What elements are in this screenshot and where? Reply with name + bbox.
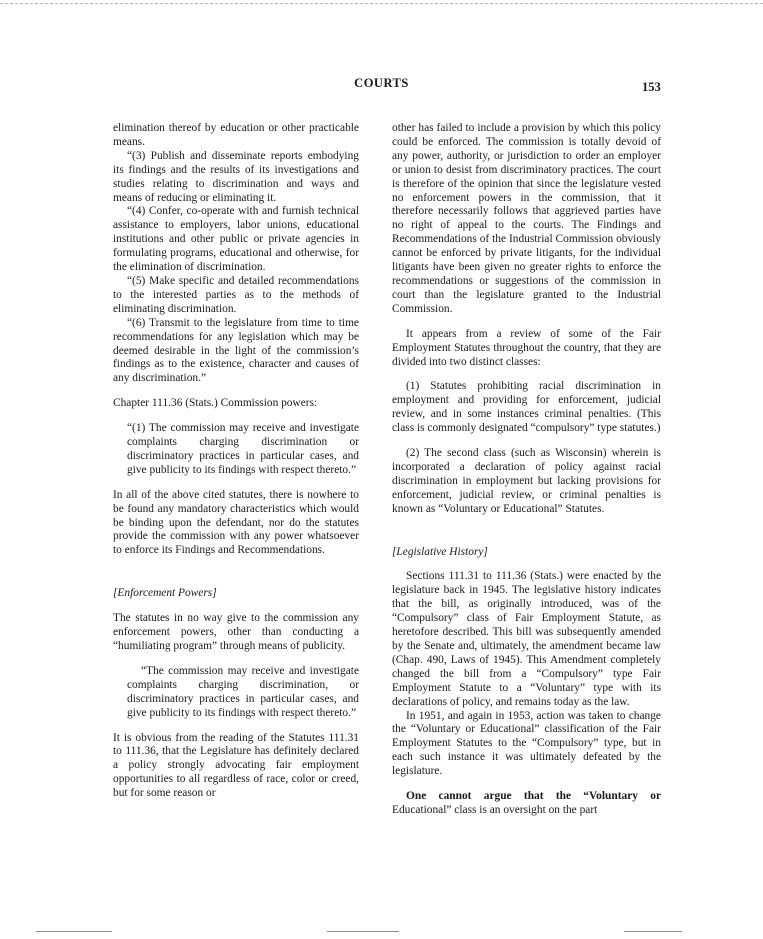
top-edge-rule xyxy=(0,3,763,4)
paragraph: The statutes in no way give to the commission any enforcement powers, other than conducting a “humiliating program” through means of publicity. xyxy=(113,612,359,652)
paragraph: (1) Statutes prohibiting racial discrimination in employment and providing for enforcement, judicial review, and in some instances criminal penalties. (This class is commonly designated “compulsory” type statutes.) xyxy=(392,380,661,435)
block-quote: “The commission may receive and investigate complaints charging discrimination, or discriminatory practices in particular cases, and give publicity to its findings with respect thereto.” xyxy=(127,664,359,719)
paragraph: Sections 111.31 to 111.36 (Stats.) were enacted by the legislature back in 1945. The legislative history indicates that the bill, as originally introduced, was of the “Compulsory” class of Fair Employment Statute, as heretofore described. This bill was subsequently amended by the Senate and, ultimately, the amendment became law (Chap. 490, Laws of 1945). This Amendment completely changed the bill from a “Compulsory” type Fair Employment Statute to a “Voluntary” type with its declarations of policy, and remains today as the law. xyxy=(392,570,661,708)
paragraph: In 1951, and again in 1953, action was taken to change the “Voluntary or Educational” classification of the Fair Employment Statutes to the “Compulsory” type, but in each such instance it was ultimately defeated by the legislature. xyxy=(392,709,661,778)
paragraph: In all of the above cited statutes, there is nowhere to be found any mandatory characteristics which would be binding upon the defendant, nor do the statutes provide the commission with any power whatsoever to enforce its Findings and Recommendations. xyxy=(113,488,359,557)
section-heading: [Legislative History] xyxy=(392,545,488,558)
block-quote: “(1) The commission may receive and investigate complaints charging discrimination or discriminatory practices in particular cases, and give publicity to its findings with respect thereto.” xyxy=(127,422,359,476)
section-heading: [Enforcement Powers] xyxy=(113,587,217,600)
paragraph: It appears from a review of some of the Fair Employment Statutes throughout the country, that they are divided into two distinct classes: xyxy=(392,327,661,368)
right-column xyxy=(392,122,661,818)
paragraph: “(6) Transmit to the legislature from time to time recommendations for any legislation which may be deemed desirable in the light of the commission’s findings as to the existence, character and causes of any discrimination.” xyxy=(113,316,359,385)
running-head: COURTS xyxy=(354,76,409,90)
paragraph: “(5) Make specific and detailed recommendations to the interested parties as to the methods of eliminating discrimination. xyxy=(113,274,359,315)
paragraph: It is obvious from the reading of the Statutes 111.31 to 111.36, that the Legislature has definitely declared a policy strongly advocating fair employment opportunities to all regardless of race, color or creed, but for some reason or xyxy=(113,731,359,800)
left-column xyxy=(113,122,359,801)
bottom-edge-rule xyxy=(36,931,112,932)
bold-lead-in: One cannot argue that the “Voluntary or xyxy=(406,790,661,803)
paragraph xyxy=(392,790,661,818)
paragraph: Chapter 111.36 (Stats.) Commission powers: xyxy=(113,397,318,410)
bottom-edge-rule xyxy=(624,931,682,932)
paragraph: “(4) Confer, co-operate with and furnish technical assistance to employers, labor unions, educational institutions and other public or private agencies in formulating programs, educational and otherwise, for the elimination of discrimination. xyxy=(113,205,359,274)
page-number: 153 xyxy=(642,80,661,94)
paragraph-text: Educational” class is an oversight on the part xyxy=(392,803,598,816)
paragraph: “(3) Publish and disseminate reports embodying its findings and the results of its investigations and studies relating to discrimination and ways and means of reducing or eliminating it. xyxy=(113,149,359,204)
bottom-edge-rule xyxy=(327,931,399,932)
paragraph: elimination thereof by education or other practicable means. xyxy=(113,122,359,148)
paragraph: (2) The second class (such as Wisconsin) wherein is incorporated a declaration of policy against racial discrimination in employment but lacking provisions for enforcement, judicial review, or criminal penalties is known as “Voluntary or Educational” Statutes. xyxy=(392,447,661,515)
paragraph: other has failed to include a provision by which this policy could be enforced. The commission is totally devoid of any power, authority, or jurisdiction to order an employer or union to desist from discriminatory practices. The court is therefore of the opinion that since the legislature vested no enforcement powers in the commission, that it therefore necessarily follows that aggrieved parties have no right of appeal to the courts. The Findings and Recommendations of the Industrial Commission obviously cannot be enforced by private litigants, for the individual litigants have been given no greater rights to enforce the recommendations or suggestions of the commission in court than the legislature granted to the Industrial Commission. xyxy=(392,122,661,315)
